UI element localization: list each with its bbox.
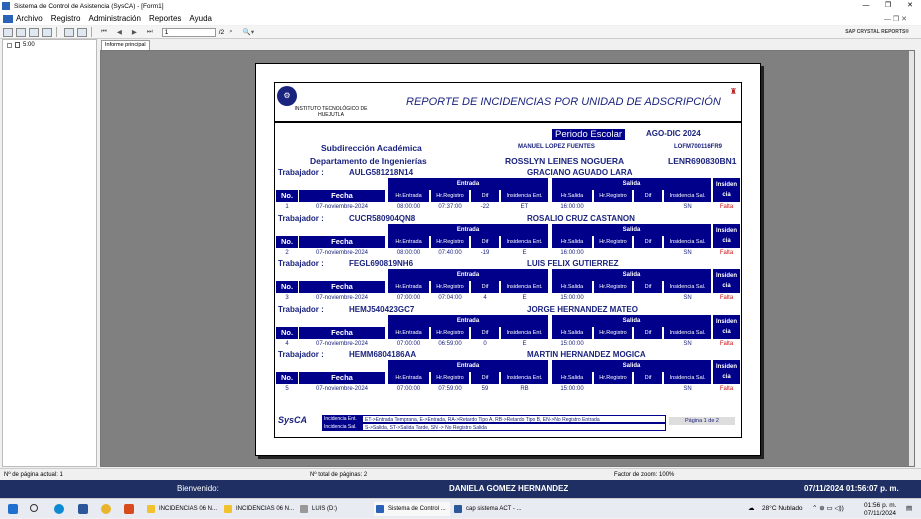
page-total: /2: [218, 28, 225, 36]
subheader-hr-registro: Hr.Registro: [594, 236, 632, 248]
worker-rfc: HEMM6804186AA: [349, 350, 417, 359]
subheader-hr-salida: Hr.Salida: [552, 372, 592, 384]
header-no: No.: [276, 236, 298, 248]
worker-rfc: CUCR580904QN8: [349, 213, 416, 223]
subheader-dif: Dif: [634, 236, 662, 248]
form-icon: [3, 15, 13, 23]
stamp-icon: ♜: [729, 87, 737, 96]
subheader-hr-registro: Hr.Registro: [431, 281, 469, 293]
subheader-inc-ent: Insidencia Ent.: [501, 327, 548, 339]
report-title: REPORTE DE INCIDENCIAS POR UNIDAD DE ADSCRIPCIÓN: [406, 96, 721, 108]
worker-rfc: FEGL690819NH6: [349, 259, 414, 268]
worker-name: MARTIN HERNANDEZ MOGICA: [527, 350, 646, 359]
worker-name: JORGE HERNANDEZ MATEO: [527, 304, 638, 314]
header-insidencia: Insiden cia: [713, 315, 740, 339]
cell-fecha: 07-noviembre-2024: [315, 295, 369, 301]
cell-hr-reg-sal: [594, 248, 632, 259]
cell-insidencia: Falta: [719, 249, 734, 256]
worker-rfc: HEMJ540423GC7: [349, 304, 415, 314]
cell-hr-registro: 07:40:00: [438, 249, 462, 256]
menu-administracion[interactable]: Administración: [88, 14, 141, 23]
subheader-dif: Dif: [471, 281, 499, 293]
cell-hr-entrada: 07:00:00: [396, 295, 421, 301]
vertical-scrollbar[interactable]: [909, 51, 914, 466]
tab-informe-principal[interactable]: Informe principal: [101, 40, 150, 50]
tree-node-label: 5:00: [23, 42, 35, 48]
subheader-dif: Dif: [471, 372, 499, 384]
cell-dif-sal: [634, 293, 662, 304]
cell-dif-sal: [634, 384, 662, 395]
document-icon: [15, 42, 20, 48]
periodo-value: AGO-DIC 2024: [646, 129, 701, 138]
jefe-departamento-rfc: LENR690830BN1: [668, 156, 737, 166]
title-bar: [0, 0, 921, 12]
tab-bar: [99, 40, 921, 50]
welcome-label: Bienvenido:: [177, 484, 219, 493]
subheader-hr-registro: Hr.Registro: [594, 372, 632, 384]
header-salida: Salida: [552, 224, 711, 236]
subheader-hr-salida: Hr.Salida: [552, 281, 592, 293]
prev-page-icon[interactable]: ◀: [116, 29, 122, 36]
subdireccion: Subdirección Académica: [321, 143, 422, 153]
legend-sal-text: S->Salida, ST->Salida Tarde, SN -> No Registro Salida: [362, 423, 666, 431]
cell-hr-registro: 07:04:00: [438, 295, 462, 301]
subheader-hr-entrada: Hr.Entrada: [388, 236, 429, 248]
cell-inc-ent: RB: [520, 386, 529, 392]
subheader-dif: Dif: [634, 190, 662, 202]
weather-icon[interactable]: ☁: [748, 505, 755, 512]
minimize-button[interactable]: —: [862, 2, 870, 9]
worker-name: GRACIANO AGUADO LARA: [527, 168, 633, 177]
worker-rfc: AULG581218N14: [349, 168, 414, 177]
cell-dif: 59: [481, 386, 489, 392]
subheader-dif: Dif: [471, 236, 499, 248]
cell-hr-entrada: 08:00:00: [396, 204, 421, 210]
cell-hr-entrada: 07:00:00: [396, 386, 421, 392]
header-salida: Salida: [552, 315, 711, 327]
search-taskbar-icon[interactable]: [30, 504, 38, 512]
header-no: No.: [276, 327, 298, 339]
tray-icons[interactable]: ⌃ ⊕ ▭ ◁)): [812, 505, 844, 512]
trabajador-label: Trabajador :: [278, 213, 324, 223]
app-icon[interactable]: [124, 504, 134, 514]
sysca-logo: SysCA: [278, 415, 308, 425]
legend-sal-label: Incidencia Sal.: [322, 423, 362, 431]
jefe-subdireccion: MANUEL LOPEZ FUENTES: [518, 144, 595, 150]
menu-registro[interactable]: Registro: [50, 14, 81, 23]
header-fecha: Fecha: [299, 327, 385, 339]
subheader-dif: Dif: [634, 281, 662, 293]
header-entrada: Entrada: [388, 269, 548, 281]
taskbar-app-drive[interactable]: LUIS (D:): [298, 502, 370, 516]
cell-dif: 4: [483, 295, 487, 301]
report-body: [274, 82, 742, 438]
subheader-hr-registro: Hr.Registro: [431, 327, 469, 339]
cell-fecha: 07-noviembre-2024: [315, 386, 369, 392]
subheader-hr-salida: Hr.Salida: [552, 236, 592, 248]
subheader-inc-sal: Insidencia Sal.: [664, 190, 711, 202]
legend-ent-label: Incidencia Ent.: [322, 415, 362, 423]
taskbar-app-sysca[interactable]: Sistema de Control ...: [374, 502, 450, 516]
header-salida: Salida: [552, 360, 711, 372]
edge-icon[interactable]: [54, 504, 64, 514]
cell-dif: -22: [480, 204, 490, 210]
zoom-icon[interactable]: 🔍▾: [242, 29, 255, 36]
subheader-inc-ent: Insidencia Ent.: [501, 281, 548, 293]
subheader-hr-entrada: Hr.Entrada: [388, 281, 429, 293]
report-viewer: [100, 50, 915, 467]
cell-hr-registro: 06:59:00: [438, 340, 462, 347]
mail-icon[interactable]: [78, 504, 88, 514]
subheader-inc-ent: Insidencia Ent.: [501, 190, 548, 202]
cell-inc-sal: SN: [683, 249, 692, 256]
header-insidencia: Insiden cia: [713, 360, 740, 384]
crystal-brand: SAP CRYSTAL REPORTS®: [845, 29, 909, 35]
cell-no: 3: [285, 295, 289, 301]
menu-archivo[interactable]: Archivo: [16, 14, 43, 23]
cell-no: 1: [285, 204, 289, 210]
subheader-inc-sal: Insidencia Sal.: [664, 236, 711, 248]
jefe-subdireccion-rfc: LOFM700116FR9: [674, 144, 723, 150]
group-tree-panel: [2, 39, 97, 467]
subheader-hr-registro: Hr.Registro: [431, 190, 469, 202]
menu-bar: [0, 12, 921, 25]
subheader-inc-ent: Insidencia Ent.: [501, 236, 548, 248]
subheader-hr-salida: Hr.Salida: [552, 327, 592, 339]
subheader-hr-entrada: Hr.Entrada: [388, 327, 429, 339]
subheader-dif: Dif: [634, 372, 662, 384]
report-header: [275, 83, 741, 123]
report-page: [255, 63, 761, 456]
header-insidencia: Insiden cia: [713, 269, 740, 293]
subheader-hr-registro: Hr.Registro: [594, 190, 632, 202]
cell-dif-sal: [634, 248, 662, 259]
cell-hr-reg-sal: [594, 293, 632, 304]
header-insidencia: Insiden cia: [713, 178, 740, 202]
cell-no: 5: [285, 386, 289, 392]
header-salida: Salida: [552, 269, 711, 281]
parameters-icon[interactable]: [77, 28, 87, 37]
cell-insidencia: Falta: [719, 204, 734, 210]
status-bar: [0, 468, 921, 480]
cell-hr-reg-sal: [594, 384, 632, 395]
cell-no: 2: [285, 249, 289, 256]
print-icon[interactable]: [16, 28, 26, 37]
taskbar-app-incidencias-2[interactable]: INCIDENCIAS 06 N...: [222, 502, 294, 516]
cell-hr-salida: 15:00:00: [560, 295, 584, 301]
cell-hr-salida: 16:00:00: [560, 249, 584, 256]
cell-dif: -19: [480, 249, 490, 256]
clock-time: 01:56 p. m.: [864, 502, 897, 509]
cell-hr-entrada: 07:00:00: [396, 340, 421, 347]
cell-insidencia: Falta: [719, 340, 734, 347]
user-bar: [0, 480, 921, 498]
header-no: No.: [276, 281, 298, 293]
header-no: No.: [276, 190, 298, 202]
cell-inc-sal: SN: [683, 386, 692, 392]
subheader-hr-entrada: Hr.Entrada: [388, 372, 429, 384]
cell-fecha: 07-noviembre-2024: [315, 340, 369, 347]
trabajador-label: Trabajador :: [278, 168, 324, 177]
header-entrada: Entrada: [388, 224, 548, 236]
status-current-page: Nº de página actual: 1: [4, 472, 63, 478]
user-name: DANIELA GOMEZ HERNANDEZ: [449, 484, 569, 493]
subheader-dif: Dif: [471, 190, 499, 202]
legend: [278, 413, 738, 433]
header-entrada: Entrada: [388, 178, 548, 190]
subheader-hr-entrada: Hr.Entrada: [388, 190, 429, 202]
notifications-icon[interactable]: ▤: [906, 505, 913, 512]
subheader-inc-sal: Insidencia Sal.: [664, 372, 711, 384]
header-fecha: Fecha: [299, 236, 385, 248]
institution-logo-icon: ⚙: [277, 86, 297, 106]
cell-inc-ent: E: [522, 340, 527, 347]
subheader-dif: Dif: [634, 327, 662, 339]
menu-ayuda[interactable]: Ayuda: [189, 14, 212, 23]
next-page-icon[interactable]: ▶: [131, 29, 137, 36]
subheader-hr-registro: Hr.Registro: [594, 281, 632, 293]
cell-insidencia: Falta: [719, 295, 734, 301]
weather-text: 28°C Nublado: [762, 505, 803, 512]
cell-hr-registro: 07:59:00: [438, 386, 462, 392]
jefe-departamento: ROSSLYN LEINES NOGUERA: [505, 156, 625, 166]
expand-icon[interactable]: [7, 43, 12, 48]
cell-inc-ent: E: [522, 249, 527, 256]
group-tree-icon[interactable]: [64, 28, 74, 37]
clock-date: 07/11/2024: [864, 510, 897, 517]
app-icon: [2, 2, 10, 10]
header-fecha: Fecha: [299, 190, 385, 202]
cell-insidencia: Falta: [719, 386, 734, 392]
cell-hr-salida: 15:00:00: [560, 340, 584, 347]
status-total-pages: Nº total de páginas: 2: [310, 472, 368, 478]
export-icon[interactable]: [3, 28, 13, 37]
cell-inc-ent: ET: [520, 204, 529, 210]
copy-icon[interactable]: [42, 28, 52, 37]
tree-node[interactable]: [7, 42, 35, 48]
header-entrada: Entrada: [388, 360, 548, 372]
header-salida: Salida: [552, 178, 711, 190]
header-no: No.: [276, 372, 298, 384]
cell-hr-reg-sal: [594, 339, 632, 350]
mdi-window-controls[interactable]: — ❐ ✕: [883, 15, 907, 23]
subheader-hr-registro: Hr.Registro: [431, 236, 469, 248]
current-datetime: 07/11/2024 01:56:07 p. m.: [804, 484, 899, 493]
cell-hr-reg-sal: [594, 202, 632, 213]
last-page-icon[interactable]: ⏭: [146, 28, 153, 35]
report-toolbar: [0, 26, 921, 39]
subheader-hr-registro: Hr.Registro: [431, 372, 469, 384]
cell-hr-entrada: 08:00:00: [396, 249, 421, 256]
worker-name: ROSALIO CRUZ CASTANON: [527, 213, 635, 223]
trabajador-label: Trabajador :: [278, 259, 324, 268]
subheader-hr-salida: Hr.Salida: [552, 190, 592, 202]
periodo-label: Periodo Escolar: [552, 129, 625, 140]
taskbar-app-incidencias-1[interactable]: INCIDENCIAS 06 N...: [145, 502, 219, 516]
taskbar-app-cap[interactable]: cap sistema ACT - ...: [452, 502, 532, 516]
worker-name: LUIS FELIX GUTIERREZ: [527, 259, 619, 268]
header-fecha: Fecha: [299, 281, 385, 293]
cell-dif-sal: [634, 339, 662, 350]
cell-hr-salida: 15:00:00: [560, 386, 584, 392]
search-icon[interactable]: ⌕: [229, 28, 233, 35]
chrome-icon[interactable]: [101, 504, 111, 514]
institution-name: INSTITUTO TECNOLÓGICO DE HUEJUTLA: [294, 106, 368, 118]
windows-start-icon[interactable]: [8, 504, 18, 514]
subheader-dif: Dif: [471, 327, 499, 339]
cell-inc-sal: SN: [683, 340, 692, 347]
cell-inc-sal: SN: [683, 295, 692, 301]
cell-dif: 0: [483, 340, 487, 347]
header-entrada: Entrada: [388, 315, 548, 327]
trabajador-label: Trabajador :: [278, 304, 324, 314]
trabajador-label: Trabajador :: [278, 350, 324, 359]
first-page-icon[interactable]: ⏮: [101, 28, 107, 35]
status-zoom: Factor de zoom: 100%: [614, 472, 675, 478]
subheader-hr-registro: Hr.Registro: [594, 327, 632, 339]
header-insidencia: Insiden cia: [713, 224, 740, 248]
cell-dif-sal: [634, 202, 662, 213]
refresh-icon[interactable]: [29, 28, 39, 37]
legend-ent-text: ET->Entrada Temprana, E->Entrada, RA->Retardo Tipo A, RB->Retardo Tipo B, EN->No Registro Entrada: [362, 415, 666, 423]
taskbar: [0, 498, 921, 518]
header-fecha: Fecha: [299, 372, 385, 384]
cell-fecha: 07-noviembre-2024: [315, 204, 369, 210]
departamento: Departamento de Ingenierías: [310, 156, 427, 166]
cell-hr-salida: 16:00:00: [560, 204, 584, 210]
cell-inc-ent: E: [522, 295, 527, 301]
cell-no: 4: [285, 340, 289, 347]
cell-inc-sal: SN: [683, 204, 692, 210]
subheader-inc-ent: Insidencia Ent.: [501, 372, 548, 384]
cell-hr-registro: 07:37:00: [438, 204, 462, 210]
subheader-inc-sal: Insidencia Sal.: [664, 327, 711, 339]
page-input[interactable]: 1: [162, 28, 216, 37]
page-indicator: Página 1 de 2: [669, 417, 735, 425]
subheader-inc-sal: Insidencia Sal.: [664, 281, 711, 293]
window-title: Sistema de Control de Asistencia (SysCA) - [Form1]: [14, 2, 164, 10]
maximize-button[interactable]: ❐: [884, 2, 892, 9]
close-button[interactable]: ✕: [907, 2, 913, 9]
menu-reportes[interactable]: Reportes: [148, 14, 182, 23]
cell-fecha: 07-noviembre-2024: [315, 249, 369, 256]
